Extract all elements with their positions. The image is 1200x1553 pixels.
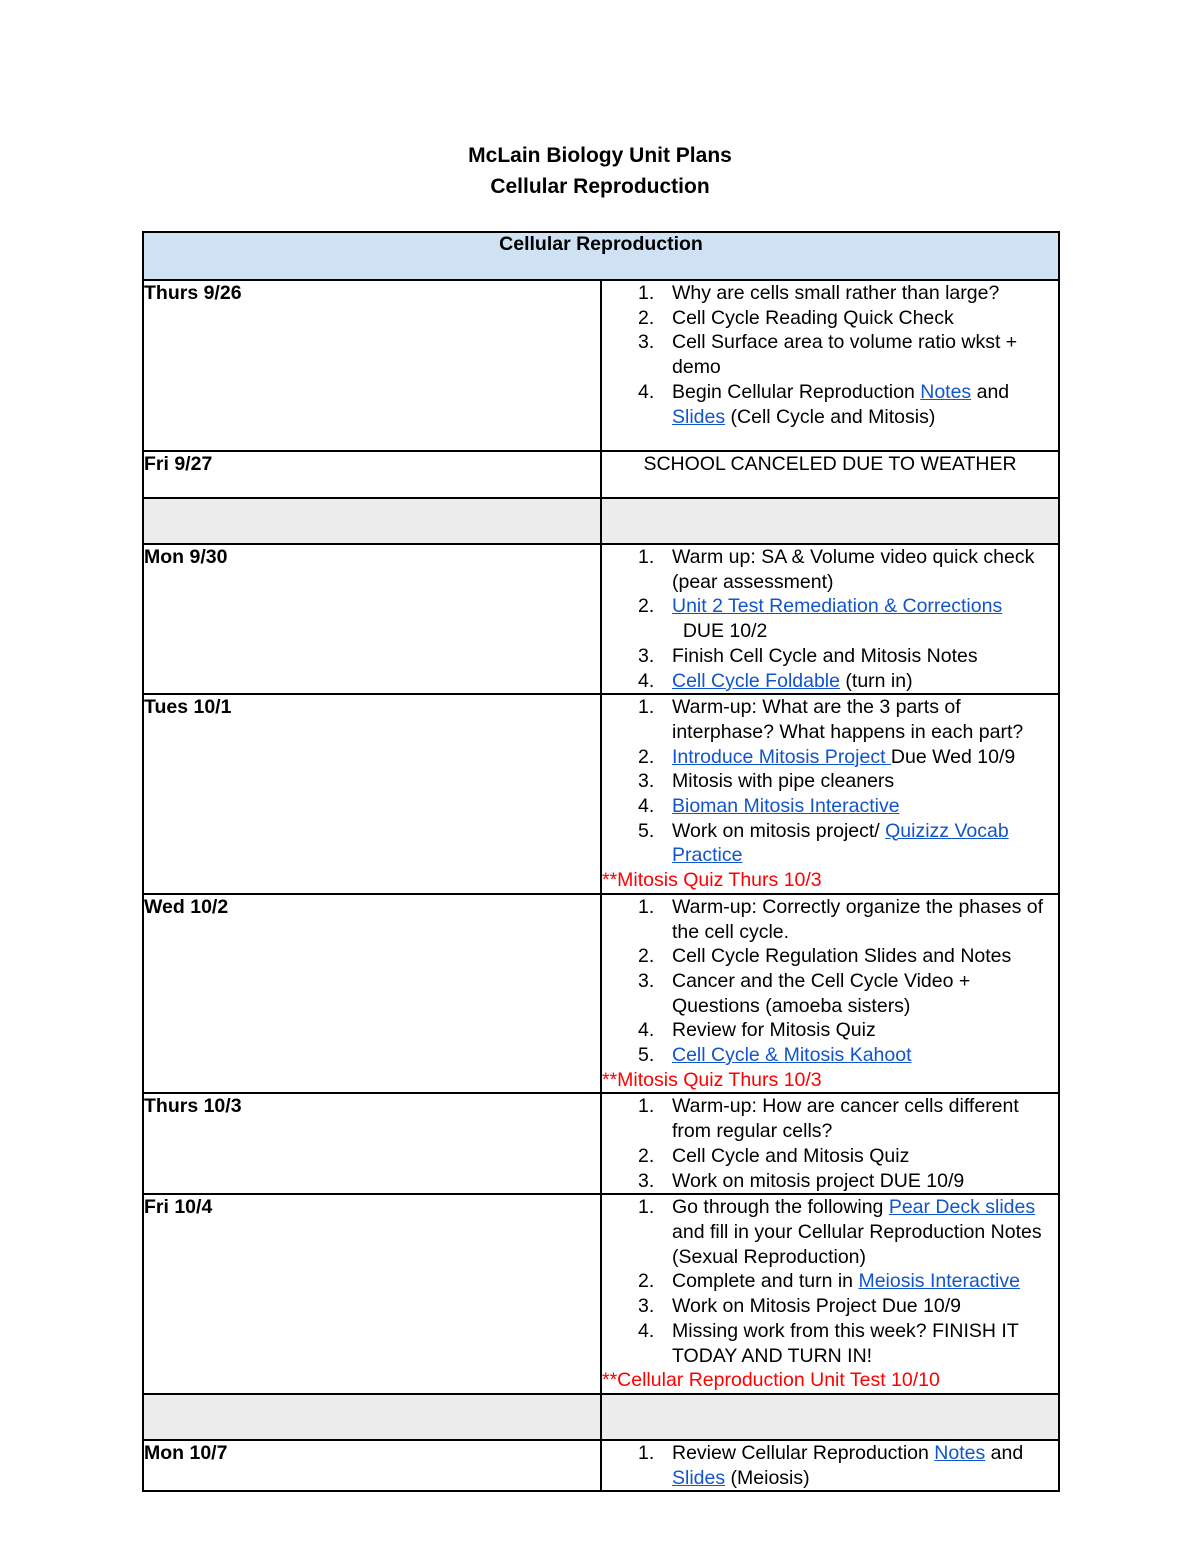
document-subtitle: Cellular Reproduction	[490, 175, 710, 198]
list-item: 2. Cell Cycle Regulation Slides and Notes	[638, 945, 1012, 968]
list-item: 4. Cell Cycle Foldable (turn in)	[638, 669, 913, 692]
task-list	[602, 1094, 1058, 1193]
quizizz-vocab-link[interactable]: Quizizz Vocab Practice	[672, 819, 1009, 867]
task-list	[602, 545, 1058, 693]
list-item: 3. Finish Cell Cycle and Mitosis Notes	[638, 644, 978, 667]
list-item: 2. Unit 2 Test Remediation & Corrections DUE 10/2	[638, 595, 1003, 643]
spacer-cell	[143, 1394, 601, 1440]
task-list	[602, 895, 1058, 1068]
list-item: 4. Missing work from this week? FINISH IT TODAY AND TURN IN!	[638, 1319, 1019, 1367]
list-item: 4. Review for Mitosis Quiz	[638, 1019, 876, 1042]
list-item: 3. Work on Mitosis Project Due 10/9	[638, 1295, 962, 1318]
content-cell	[601, 1194, 1059, 1394]
table-row	[143, 894, 1059, 1094]
day-cell: Fri 10/4	[143, 1194, 601, 1394]
unit-test-reminder: **Cellular Reproduction Unit Test 10/10	[602, 1369, 940, 1392]
task-list	[602, 1195, 1058, 1368]
quiz-reminder: **Mitosis Quiz Thurs 10/3	[602, 869, 822, 892]
list-item: 2. Introduce Mitosis Project Due Wed 10/9	[638, 745, 1016, 768]
table-row	[143, 1440, 1059, 1491]
cell-cycle-foldable-link[interactable]: Cell Cycle Foldable	[672, 669, 840, 692]
unit-plan-table	[142, 231, 1060, 1492]
spacer-cell	[601, 498, 1059, 544]
spacer-cell	[601, 1394, 1059, 1440]
document-title-block	[0, 140, 1200, 202]
list-item: 5. Work on mitosis project/ Quizizz Vocab Practice	[638, 819, 1009, 867]
list-item: 5. Cell Cycle & Mitosis Kahoot	[638, 1044, 912, 1067]
list-item: 3. Cancer and the Cell Cycle Video + Questions (amoeba sisters)	[638, 969, 971, 1017]
day-cell: Mon 10/7	[143, 1440, 601, 1491]
task-list	[602, 1441, 1058, 1490]
day-cell: Mon 9/30	[143, 544, 601, 694]
pear-deck-link[interactable]: Pear Deck slides	[888, 1196, 1036, 1219]
list-item: 4. Begin Cellular Reproduction Notes and Slides (Cell Cycle and Mitosis)	[638, 380, 1010, 428]
notes-link[interactable]: Notes	[920, 380, 972, 403]
document-title: McLain Biology Unit Plans	[468, 144, 732, 167]
spacer-cell	[143, 498, 601, 544]
list-item: 1. Go through the following Pear Deck slides and fill in your Cellular Reproduction Notes (Sexual Reproduction)	[638, 1196, 1042, 1268]
content-cell	[601, 694, 1059, 894]
list-item: 1. Warm-up: Correctly organize the phases of the cell cycle.	[638, 895, 1044, 943]
list-item: 3. Cell Surface area to volume ratio wkst + demo	[638, 331, 1018, 379]
list-item: 3. Mitosis with pipe cleaners	[638, 770, 895, 793]
list-item: 2. Complete and turn in Meiosis Interactive	[638, 1270, 1020, 1293]
mitosis-project-link[interactable]: Introduce Mitosis Project	[672, 745, 891, 768]
content-cell	[601, 544, 1059, 694]
meiosis-interactive-link[interactable]: Meiosis Interactive	[858, 1270, 1020, 1293]
table-row	[143, 280, 1059, 451]
list-item: 2. Cell Cycle Reading Quick Check	[638, 306, 954, 329]
table-row	[143, 694, 1059, 894]
day-cell: Fri 9/27	[143, 451, 601, 498]
slides-link[interactable]: Slides	[672, 1466, 726, 1489]
day-cell: Thurs 10/3	[143, 1093, 601, 1194]
day-cell: Tues 10/1	[143, 694, 601, 894]
content-cell	[601, 1093, 1059, 1194]
list-item: 3. Work on mitosis project DUE 10/9	[638, 1169, 965, 1192]
bioman-mitosis-link[interactable]: Bioman Mitosis Interactive	[672, 795, 900, 818]
list-item: 1. Warm-up: How are cancer cells different from regular cells?	[638, 1095, 1019, 1143]
quiz-reminder: **Mitosis Quiz Thurs 10/3	[602, 1068, 822, 1091]
table-header: Cellular Reproduction	[143, 232, 1059, 280]
content-cell	[601, 280, 1059, 451]
list-item: 1. Warm up: SA & Volume video quick check (pear assessment)	[638, 546, 1035, 593]
table-row	[143, 1194, 1059, 1394]
task-list	[602, 695, 1058, 868]
task-list	[602, 281, 1058, 429]
table-row	[143, 544, 1059, 694]
spacer-row	[143, 1394, 1059, 1440]
content-cell	[601, 1440, 1059, 1491]
notes-link[interactable]: Notes	[934, 1441, 986, 1464]
content-cell	[601, 894, 1059, 1094]
list-item: 4. Bioman Mitosis Interactive	[638, 795, 900, 818]
spacer-row	[143, 498, 1059, 544]
table-header-row	[143, 232, 1059, 280]
kahoot-link[interactable]: Cell Cycle & Mitosis Kahoot	[672, 1044, 912, 1067]
slides-link[interactable]: Slides	[672, 405, 726, 428]
list-item: 1. Why are cells small rather than large?	[638, 282, 1000, 304]
day-cell: Thurs 9/26	[143, 280, 601, 451]
list-item: 2. Cell Cycle and Mitosis Quiz	[638, 1144, 910, 1167]
list-item: 1. Review Cellular Reproduction Notes and Slides (Meiosis)	[638, 1441, 1024, 1489]
list-item: 1. Warm-up: What are the 3 parts of interphase? What happens in each part?	[638, 696, 1024, 743]
canceled-notice: SCHOOL CANCELED DUE TO WEATHER	[601, 451, 1059, 498]
day-cell: Wed 10/2	[143, 894, 601, 1094]
table-row	[143, 451, 1059, 498]
test-remediation-link[interactable]: Unit 2 Test Remediation & Corrections	[672, 595, 1003, 618]
table-row	[143, 1093, 1059, 1194]
